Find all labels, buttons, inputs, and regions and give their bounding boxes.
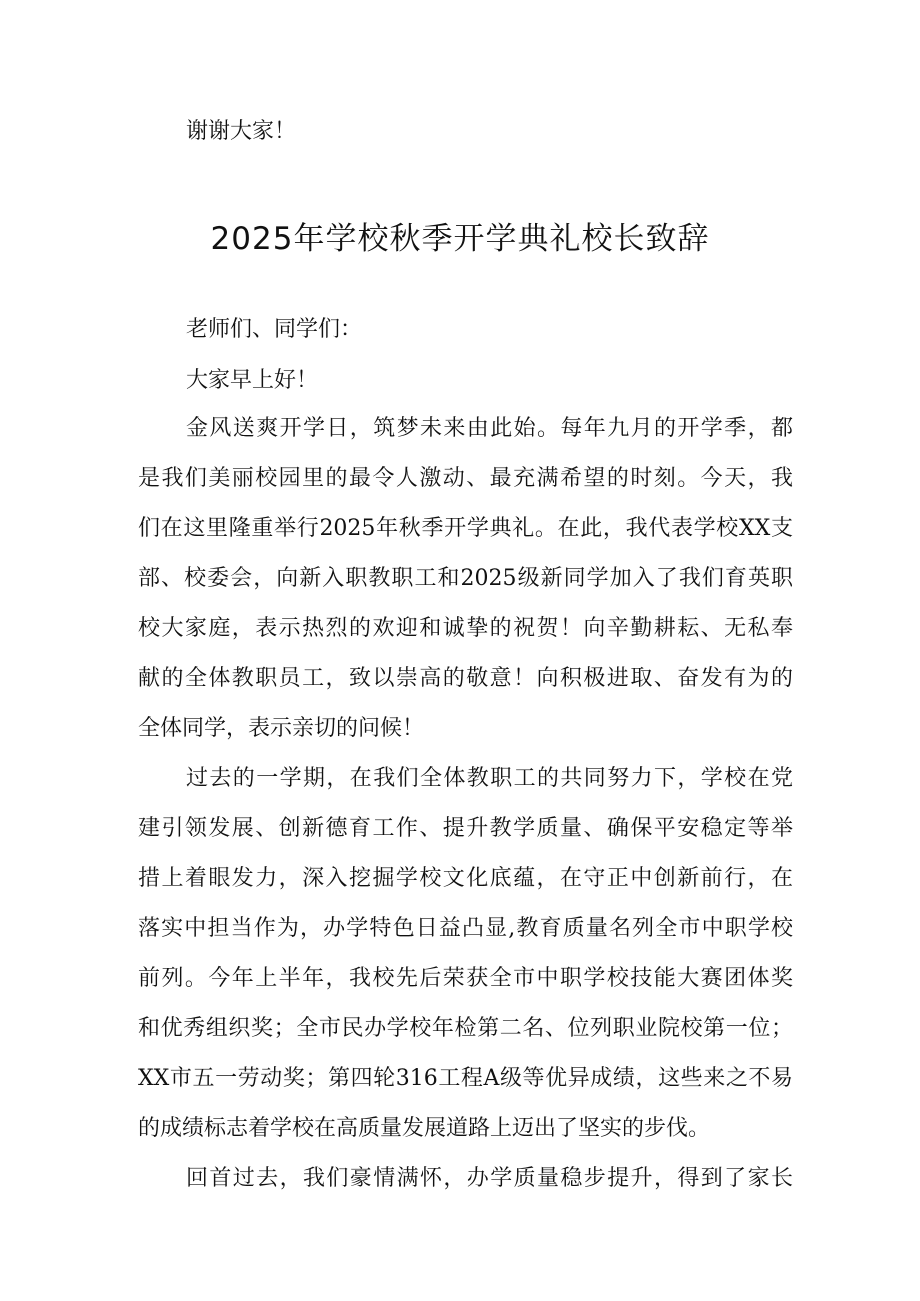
greeting: 大家早上好！ bbox=[186, 368, 319, 393]
paragraph-line: XX市五一劳动奖；第四轮316工程A级等优异成绩，这些来之不易 bbox=[138, 1066, 793, 1091]
paragraph-line: 过去的一学期，在我们全体教职工的共同努力下，学校在党 bbox=[186, 766, 793, 791]
paragraph-line: 和优秀组织奖；全市民办学校年检第二名、位列职业院校第一位； bbox=[138, 1016, 793, 1041]
paragraph-line: 措上着眼发力，深入挖掘学校文化底蕴，在守正中创新前行，在 bbox=[138, 866, 793, 891]
paragraph-line: 部、校委会，向新入职教职工和2025级新同学加入了我们育英职 bbox=[138, 566, 793, 591]
paragraph-line: 的成绩标志着学校在高质量发展道路上迈出了坚实的步伐。 bbox=[138, 1116, 711, 1141]
paragraph-line: 全体同学，表示亲切的问候！ bbox=[138, 716, 425, 741]
paragraph-line: 金风送爽开学日，筑梦未来由此始。每年九月的开学季，都 bbox=[186, 416, 793, 441]
salutation: 老师们、同学们： bbox=[186, 317, 363, 342]
closing-line: 谢谢大家！ bbox=[186, 119, 297, 144]
paragraph-line: 们在这里隆重举行2025年秋季开学典礼。在此，我代表学校XX支 bbox=[138, 516, 793, 541]
paragraph-line: 前列。今年上半年，我校先后荣获全市中职学校技能大赛团体奖 bbox=[138, 966, 793, 991]
paragraph-line: 落实中担当作为，办学特色日益凸显,教育质量名列全市中职学校 bbox=[138, 916, 793, 941]
paragraph-line: 建引领发展、创新德育工作、提升教学质量、确保平安稳定等举 bbox=[138, 816, 793, 841]
paragraph-line: 是我们美丽校园里的最令人激动、最充满希望的时刻。今天，我 bbox=[138, 466, 793, 491]
paragraph-line: 回首过去，我们豪情满怀，办学质量稳步提升，得到了家长 bbox=[186, 1166, 793, 1191]
paragraph-line: 献的全体教职员工，致以崇高的敬意！向积极进取、奋发有为的 bbox=[138, 666, 793, 691]
page-title: 2025年学校秋季开学典礼校长致辞 bbox=[210, 221, 710, 257]
paragraph-line: 校大家庭，表示热烈的欢迎和诚挚的祝贺！向辛勤耕耘、无私奉 bbox=[138, 616, 793, 641]
